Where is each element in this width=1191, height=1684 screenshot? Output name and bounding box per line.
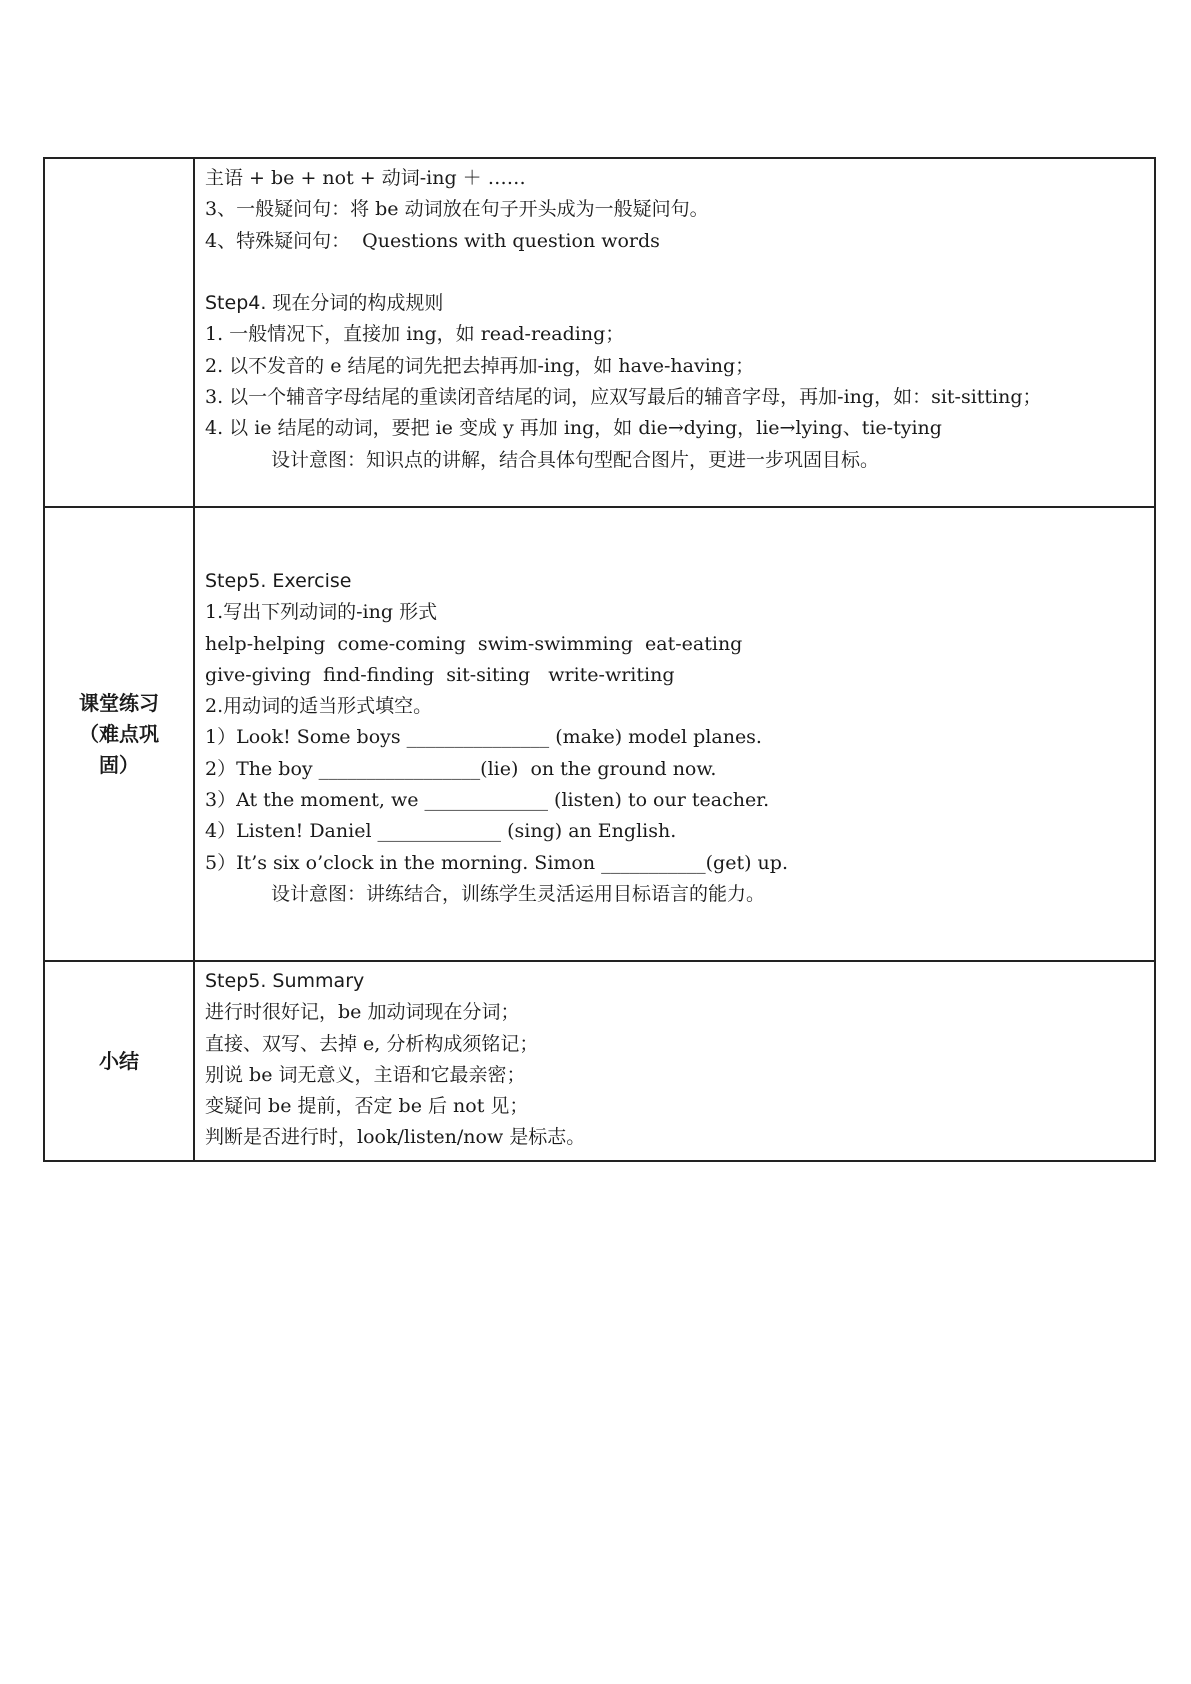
exercise-item: 4）Listen! Daniel _____________ (sing) an English. (205, 820, 677, 843)
row-label-summary (44, 961, 194, 1161)
table-row (44, 961, 1155, 1161)
row-content-structure (194, 158, 1155, 507)
step-heading: Step5. Summary (205, 970, 365, 992)
table-row (44, 158, 1155, 507)
label-text: 小结 (99, 1048, 139, 1073)
step-heading: Step5. Exercise (205, 570, 352, 592)
text-line: 进行时很好记，be 加动词现在分词； (205, 1001, 520, 1024)
row-content-summary (194, 961, 1155, 1161)
design-intent: 设计意图：知识点的讲解，结合具体句型配合图片，更进一步巩固目标。 (271, 448, 880, 471)
text-line: 4、特殊疑问句： Questions with question words (205, 229, 660, 252)
step-heading: Step4. 现在分词的构成规则 (205, 292, 444, 315)
text-line: 1.写出下列动词的-ing 形式 (205, 601, 438, 624)
text-line: 主语 + be + not + 动词-ing ＋ …… (205, 167, 526, 189)
exercise-item: 5）It’s six o’clock in the morning. Simon ___________(get) up. (205, 851, 788, 874)
text-line: 2.用动词的适当形式填空。 (205, 695, 433, 718)
exercise-item: 1）Look! Some boys _______________ (make) model planes. (205, 726, 762, 749)
text-line: help-helping come-coming swim-swimming eat-eating (205, 632, 743, 655)
text-line: 2. 以不发音的 e 结尾的词先把去掉再加-ing，如 have-having； (205, 354, 755, 377)
row-label-empty (44, 158, 194, 507)
row-content-exercise (194, 507, 1155, 961)
text-line: 判断是否进行时，look/listen/now 是标志。 (205, 1126, 586, 1149)
design-intent: 设计意图：讲练结合，训练学生灵活运用目标语言的能力。 (271, 882, 766, 905)
text-line: 别说 be 词无意义，主语和它最亲密； (205, 1063, 526, 1086)
text-line: 3、一般疑问句：将 be 动词放在句子开头成为一般疑问句。 (205, 198, 709, 221)
text-line: 3. 以一个辅音字母结尾的重读闭音结尾的词，应双写最后的辅音字母，再加-ing，如：sit-sitting； (205, 386, 1042, 409)
text-line: 1. 一般情况下，直接加 ing，如 read-reading； (205, 323, 625, 346)
text-line: 变疑问 be 提前，否定 be 后 not 见； (205, 1095, 529, 1118)
text-line: give-giving find-finding sit-siting write-writing (205, 663, 675, 686)
exercise-item: 3）At the moment, we _____________ (listen) to our teacher. (205, 789, 770, 812)
text-line: 4. 以 ie 结尾的动词，要把 ie 变成 y 再加 ing，如 die→dying，lie→lying、tie-tying (205, 417, 942, 440)
exercise-item: 2）The boy _________________(lie) on the ground now. (205, 757, 717, 780)
text-line: 直接、双写、去掉 e, 分析构成须铭记； (205, 1032, 539, 1055)
lesson-plan-table (43, 157, 1156, 1162)
table-row (44, 507, 1155, 961)
blank-line (205, 257, 1144, 288)
label-text: 课堂练习（难点巩固） (79, 690, 159, 777)
row-label-exercise (44, 507, 194, 961)
